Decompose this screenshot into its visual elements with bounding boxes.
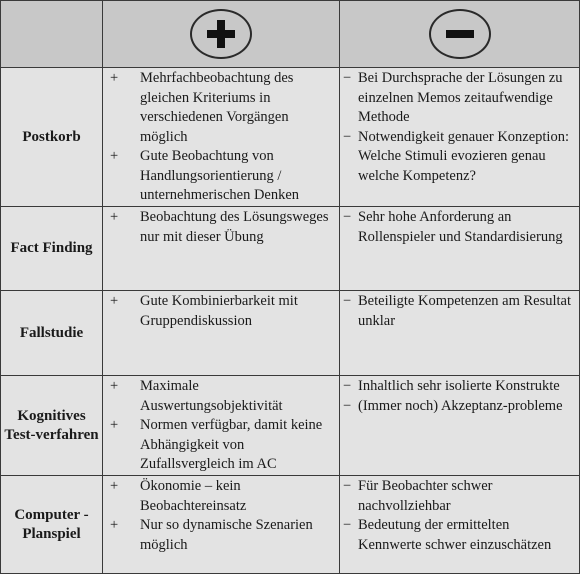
minus-text: Beteiligte Kompetenzen am Resultat unklar — [358, 293, 572, 329]
minus-circle-icon — [429, 9, 491, 59]
plus-mark: + — [110, 417, 119, 433]
plus-text: Gute Kombinierbarkeit mit Gruppendiskussion — [140, 293, 298, 329]
minus-item — [343, 397, 573, 417]
plus-item — [109, 147, 333, 206]
plus-text: Nur so dynamische Szenarien möglich — [140, 517, 313, 553]
row-label: Computer - Planspiel — [1, 476, 103, 574]
minus-mark: − — [343, 378, 352, 394]
minus-item — [343, 128, 573, 187]
plus-item — [109, 416, 333, 475]
minus-mark: − — [343, 397, 352, 414]
minus-item — [343, 377, 573, 397]
minus-item — [343, 292, 573, 331]
minus-mark: − — [343, 293, 352, 309]
plus-mark: + — [110, 293, 119, 309]
plus-text: Gute Beobachtung von Handlungsorientierung / unternehmerischen Denken — [140, 148, 300, 203]
minus-mark: − — [343, 70, 352, 86]
plus-circle-icon — [190, 9, 252, 59]
minus-item — [343, 477, 573, 516]
plus-mark: + — [110, 209, 119, 225]
table-row — [1, 68, 580, 207]
plus-text: Normen verfügbar, damit keine Abhängigkeit von Zufallsvergleich im AC — [140, 417, 323, 472]
minus-cell — [340, 376, 580, 476]
minus-mark: − — [343, 128, 352, 145]
plus-item — [109, 208, 333, 247]
plus-cell — [103, 476, 340, 574]
row-label: Postkorb — [1, 68, 103, 207]
plus-text: Mehrfachbeobachtung des gleichen Kriteriums in verschiedenen Vorgängen möglich — [140, 70, 294, 145]
plus-text: Beobachtung des Lösungsweges nur mit dieser Übung — [140, 209, 329, 245]
plus-mark: + — [110, 70, 119, 86]
header-empty-cell — [1, 1, 103, 68]
plus-item — [109, 377, 333, 416]
minus-text: Bedeutung der ermittelten Kennwerte schwer einzuschätzen — [358, 517, 552, 553]
plus-item — [109, 69, 333, 147]
plus-text: Ökonomie – kein Beobachtereinsatz — [140, 478, 247, 514]
plus-item — [109, 477, 333, 516]
minus-text: Sehr hohe Anforderung an Rollenspieler und Standardisierung — [358, 209, 563, 245]
minus-text: Inhaltlich sehr isolierte Konstrukte — [358, 378, 560, 394]
header-row — [1, 1, 580, 68]
minus-text: Notwendigkeit genauer Konzeption: Welche Stimuli evozieren genau welche Kompetenz? — [358, 128, 569, 184]
header-plus-cell — [103, 1, 340, 68]
minus-cell — [340, 68, 580, 207]
minus-item — [343, 516, 573, 555]
table-row — [1, 291, 580, 376]
plus-mark: + — [110, 517, 119, 533]
minus-item — [343, 69, 573, 128]
minus-text: Für Beobachter schwer nachvollziehbar — [358, 478, 493, 514]
row-label: Kognitives Test-verfahren — [1, 376, 103, 476]
plus-item — [109, 516, 333, 555]
minus-mark: − — [343, 478, 352, 494]
minus-cell — [340, 476, 580, 574]
minus-text: Bei Durchsprache der Lösungen zu einzelnen Memos zeitaufwendige Methode — [358, 70, 563, 125]
minus-cell — [340, 291, 580, 376]
plus-cell — [103, 291, 340, 376]
header-minus-cell — [340, 1, 580, 68]
plus-cell — [103, 207, 340, 291]
plus-mark: + — [110, 148, 119, 164]
minus-text: (Immer noch) Akzeptanz-probleme — [358, 397, 563, 414]
row-label: Fallstudie — [1, 291, 103, 376]
table-row — [1, 476, 580, 574]
row-label: Fact Finding — [1, 207, 103, 291]
table-row — [1, 207, 580, 291]
table-row — [1, 376, 580, 476]
plus-cell — [103, 376, 340, 476]
plus-mark: + — [110, 378, 119, 394]
plus-cell — [103, 68, 340, 207]
plus-item — [109, 292, 333, 331]
minus-cell — [340, 207, 580, 291]
plus-mark: + — [110, 478, 119, 494]
plus-text: Maximale Auswertungsobjektivität — [140, 378, 283, 414]
minus-item — [343, 208, 573, 247]
minus-mark: − — [343, 517, 352, 533]
minus-mark: − — [343, 209, 352, 225]
